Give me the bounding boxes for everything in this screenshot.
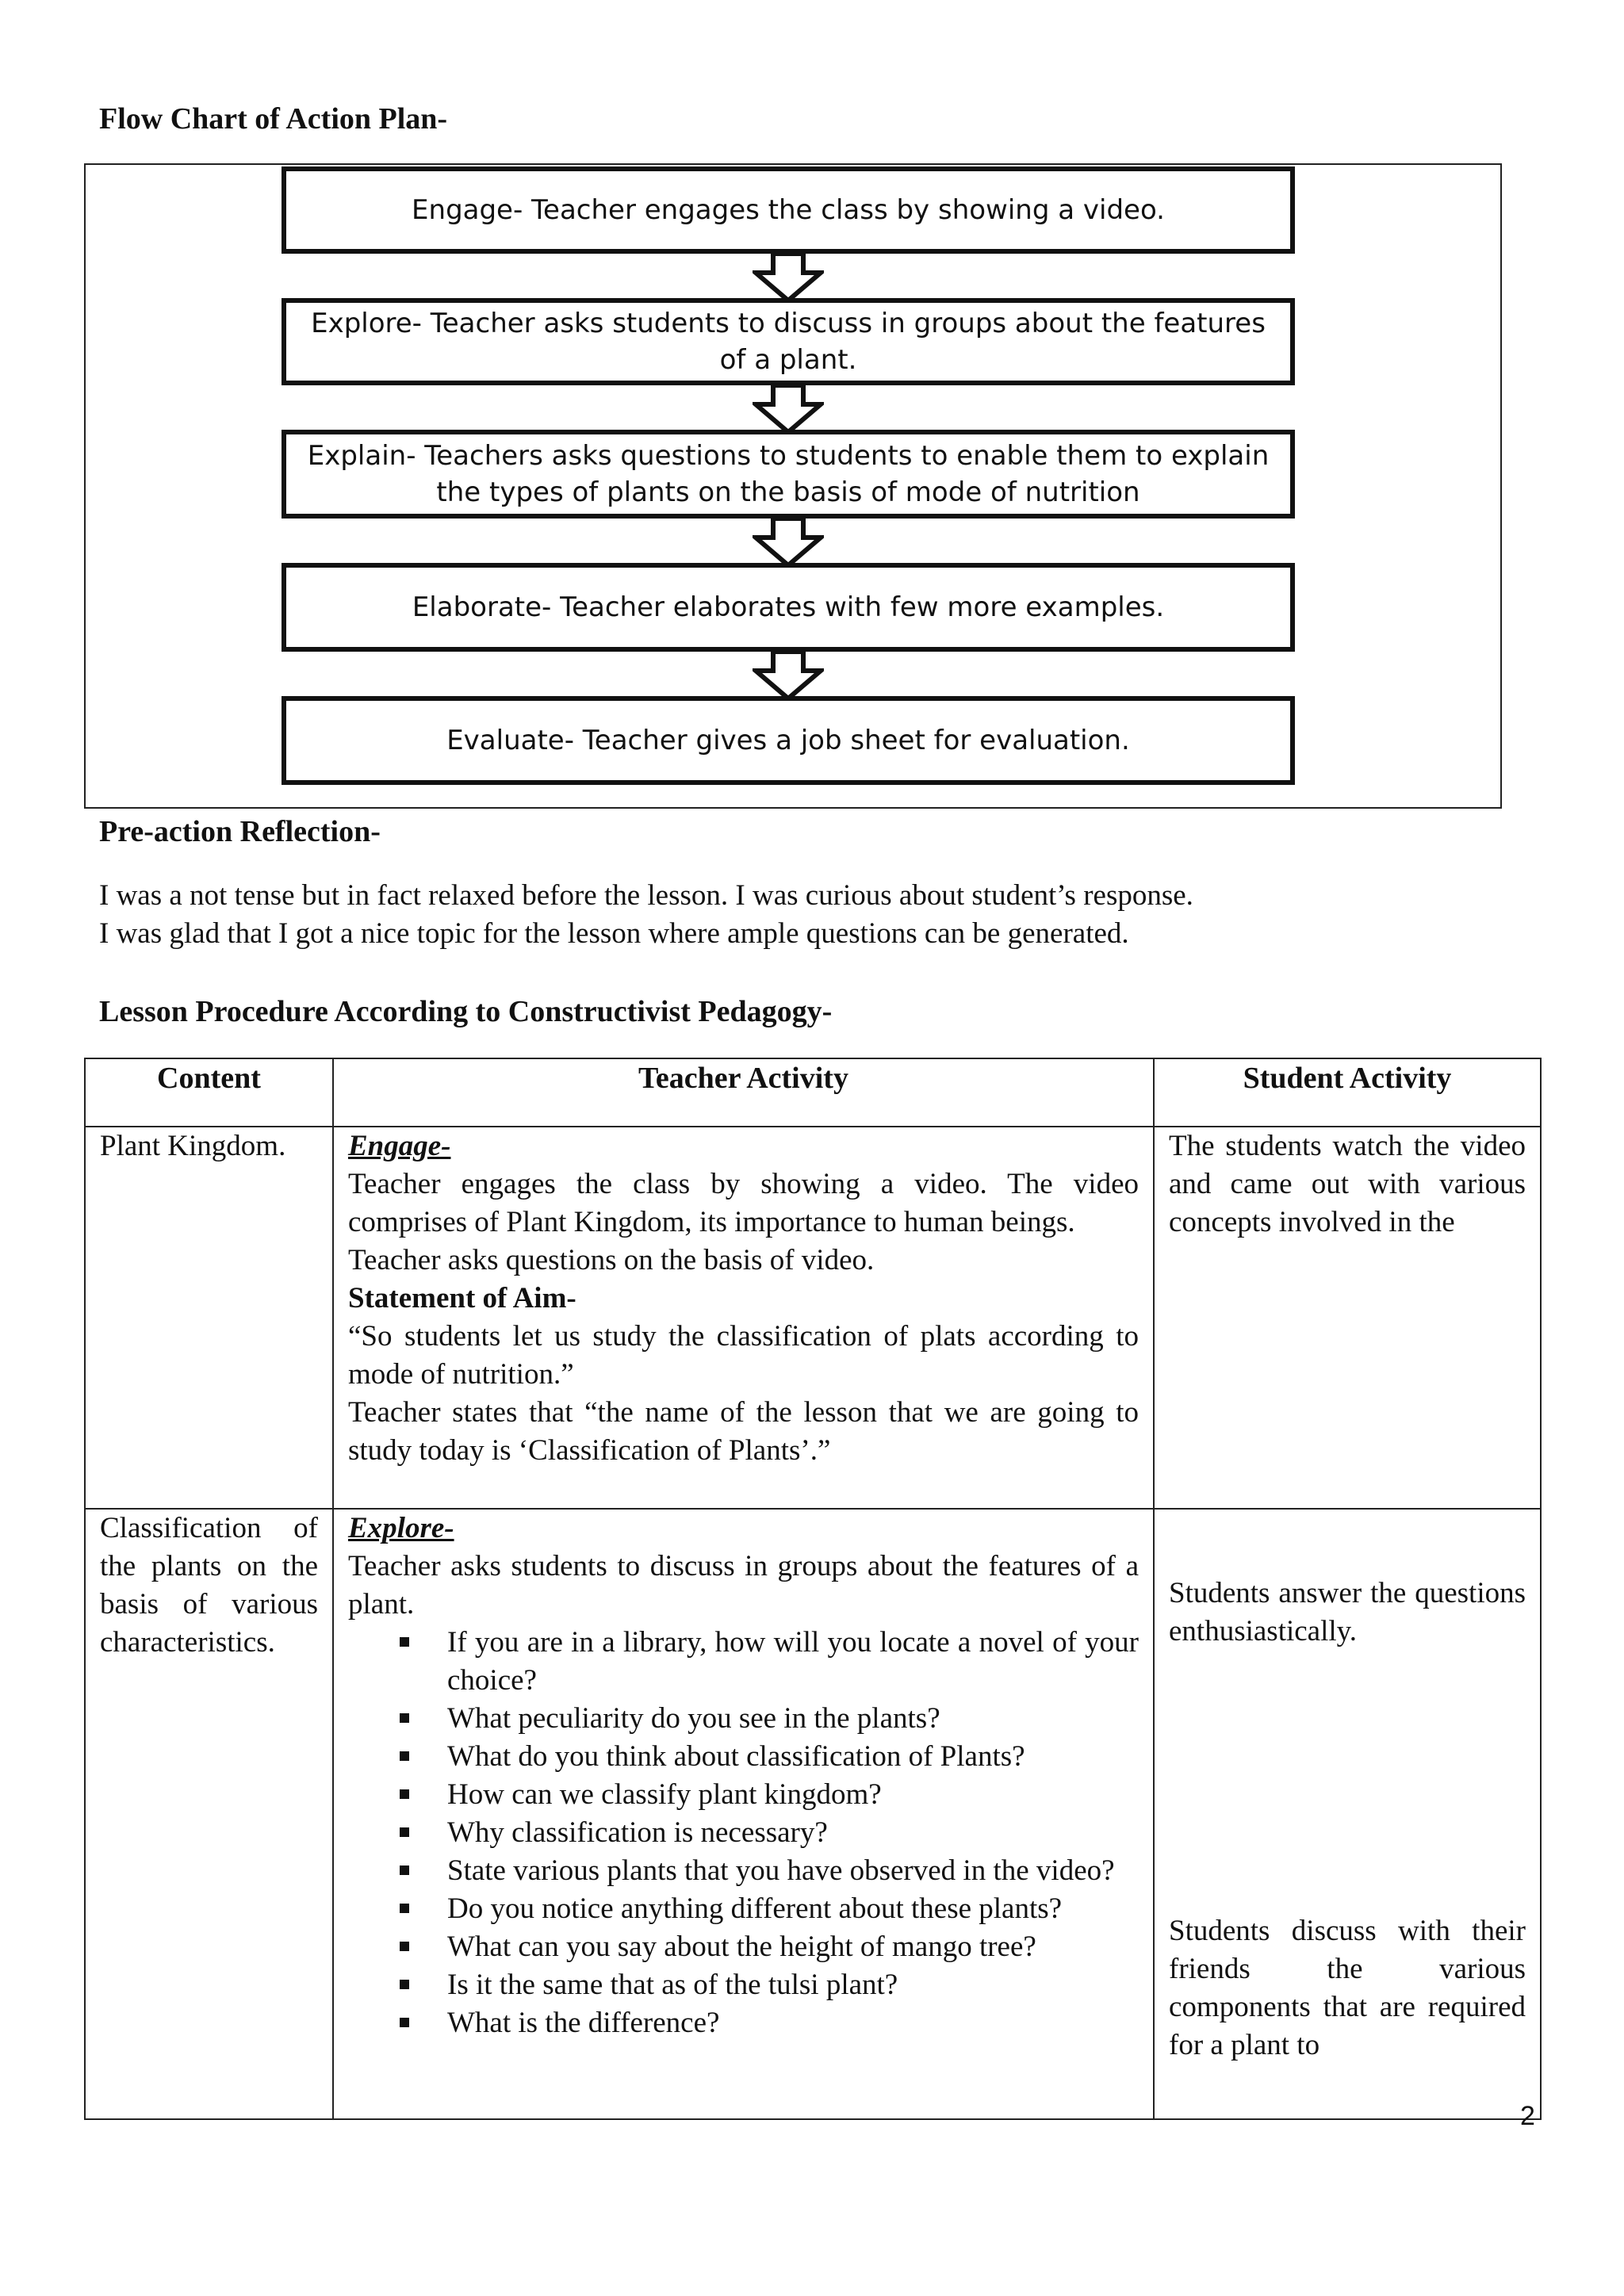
- stage-explore: Explore-: [348, 1512, 454, 1544]
- list-item: What can you say about the height of mango tree?: [348, 1928, 1139, 1966]
- student-text: Students discuss with their friends the various components that are required for a plant to: [1169, 1915, 1526, 2061]
- teacher-activity-cell: [334, 1127, 1155, 1508]
- question-list: [348, 1624, 1139, 2042]
- content-cell: Plant Kingdom.: [86, 1127, 334, 1508]
- list-item: State various plants that you have observed in the video?: [348, 1852, 1139, 1890]
- list-item: What do you think about classification of Plants?: [348, 1738, 1139, 1776]
- teacher-text: Teacher engages the class by showing a video. The video comprises of Plant Kingdom, its importance to human beings.: [348, 1168, 1139, 1238]
- down-arrow-icon: [753, 252, 824, 303]
- down-arrow-icon: [753, 650, 824, 701]
- column-header-teacher-activity: Teacher Activity: [334, 1059, 1155, 1126]
- statement-of-aim-title: Statement of Aim-: [348, 1282, 576, 1314]
- column-header-student-activity: Student Activity: [1243, 1062, 1452, 1095]
- statement-of-aim-text: “So students let us study the classification of plats according to mode of nutrition.”: [348, 1320, 1139, 1391]
- flow-step-engage: Engage- Teacher engages the class by showing a video.: [282, 166, 1295, 254]
- flow-step-explore: Explore- Teacher asks students to discuss in groups about the features of a plant.: [282, 298, 1295, 385]
- teacher-text: Teacher states that “the name of the lesson that we are going to study today is ‘Classification of Plants’.”: [348, 1396, 1139, 1467]
- table-header-row: [86, 1059, 1540, 1126]
- flow-step-evaluate: Evaluate- Teacher gives a job sheet for evaluation.: [282, 696, 1295, 785]
- teacher-activity-cell: [334, 1510, 1155, 2118]
- flow-step-elaborate: Elaborate- Teacher elaborates with few more examples.: [282, 563, 1295, 652]
- list-item: Is it the same that as of the tulsi plant?: [348, 1966, 1139, 2004]
- lesson-procedure-title: Lesson Procedure According to Constructivist Pedagogy-: [99, 995, 833, 1028]
- student-text: Students answer the questions enthusiastically.: [1169, 1577, 1526, 1647]
- down-arrow-icon: [753, 517, 824, 568]
- teacher-text: Teacher asks students to discuss in groups about the features of a plant.: [348, 1550, 1139, 1621]
- reflection-title: Pre-action Reflection-: [99, 815, 381, 848]
- list-item: What peculiarity do you see in the plants?: [348, 1700, 1139, 1738]
- reflection-line: I was a not tense but in fact relaxed before the lesson. I was curious about student’s response.: [99, 879, 1193, 912]
- table-row: [86, 1508, 1540, 2118]
- list-item: Why classification is necessary?: [348, 1814, 1139, 1852]
- list-item: How can we classify plant kingdom?: [348, 1776, 1139, 1814]
- teacher-text: Teacher asks questions on the basis of video.: [348, 1244, 875, 1276]
- flow-step-explain: Explain- Teachers asks questions to students to enable them to explain the types of plants on the basis of mode of nutrition: [282, 430, 1295, 519]
- list-item: What is the difference?: [348, 2004, 1139, 2042]
- column-header-content: Content: [86, 1059, 334, 1126]
- down-arrow-icon: [753, 384, 824, 434]
- lesson-table: [84, 1058, 1542, 2120]
- reflection-line: I was glad that I got a nice topic for the lesson where ample questions can be generated.: [99, 917, 1129, 950]
- content-cell: Classification of the plants on the basis of various characteristics.: [86, 1510, 334, 2118]
- list-item: If you are in a library, how will you locate a novel of your choice?: [348, 1624, 1139, 1700]
- stage-engage: Engage-: [348, 1130, 451, 1162]
- student-activity-cell: [1155, 1510, 1540, 2118]
- student-activity-cell: The students watch the video and came out with various concepts involved in the: [1169, 1130, 1526, 1238]
- flow-chart-title: Flow Chart of Action Plan-: [99, 102, 448, 136]
- list-item: Do you notice anything different about these plants?: [348, 1890, 1139, 1928]
- page-number: 2: [1520, 2101, 1535, 2131]
- table-row: [86, 1126, 1540, 1508]
